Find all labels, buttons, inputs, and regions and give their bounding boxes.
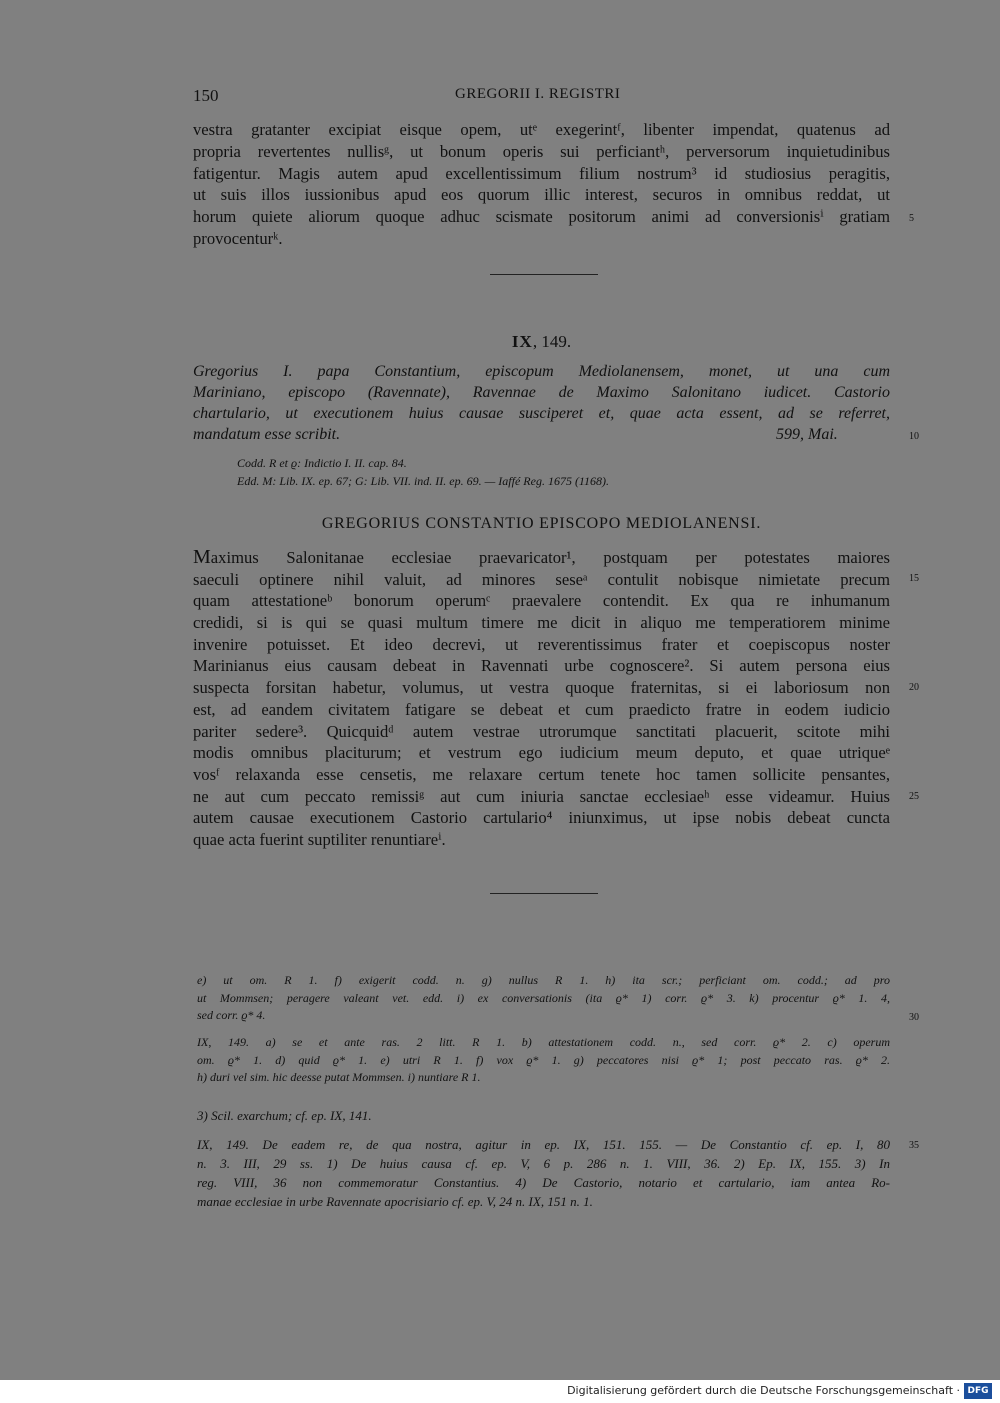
line-number: 25 (909, 791, 919, 802)
initial-letter: M (193, 546, 211, 568)
letter-book: IX (511, 332, 533, 351)
body-line: quam attestationeᵇ bonorum operumᶜ praevalere contendit. Ex qua re inhumanum (193, 591, 890, 611)
note-line: IX, 149. De eadem re, de qua nostra, agitur in ep. IX, 151. 155. — De Constantio cf. ep. I, 80 (197, 1137, 890, 1152)
editions-line: Edd. M: Lib. IX. ep. 67; G: Lib. VII. ind. II. ep. 69. — Iaffé Reg. 1675 (1168). (237, 474, 610, 488)
note-line: h) duri vel sim. hic deesse putat Mommsen. i) nuntiare R 1. (197, 1070, 481, 1085)
body-line: vosᶠ relaxanda esse censetis, me relaxare certum tenete hoc tamen sollicite pensantes, (193, 764, 890, 784)
text-line: vestra gratanter excipiat eisque opem, utᵉ exegerintᶠ, libenter impendat, quatenus ad (193, 120, 890, 139)
footer-bar (0, 1380, 1000, 1403)
historical-notes-a (197, 1107, 890, 1125)
body-line: credidi, si is qui se quasi multum timere me dicit in aliquo me temperatiorem minime (193, 613, 890, 633)
body-line (193, 547, 890, 569)
letter-date: 599, Mai. (776, 426, 838, 443)
body-line-rest: aximus Salonitanae ecclesiae praevaricator¹, postquam per potestates maiores (210, 548, 890, 567)
body-line: saeculi optinere nihil valuit, ad minores seseᵃ contulit nobisque nimietate precum (193, 569, 890, 589)
text-line: horum quiete aliorum quoque adhuc scismate positorum animi ad conversionisⁱ gratiam (193, 207, 890, 227)
section-rule (490, 274, 598, 275)
line-number: 35 (909, 1140, 919, 1151)
letter-number (193, 332, 890, 352)
dfg-logo-icon: DFG (964, 1383, 992, 1399)
note-line: reg. VIII, 36 non commemoratur Constantius. 4) De Castorio, notario et cartulario, iam antea Ro- (197, 1175, 890, 1190)
body-line: modis omnibus placiturum; et vestrum ego iudicium meum deputo, et quae utriqueᵉ (193, 743, 890, 763)
historical-notes-b (197, 1135, 890, 1211)
note-line: IX, 149. a) se et ante ras. 2 litt. R 1. b) attestationem codd. n., sed corr. ϱ* 2. c) operum (197, 1035, 890, 1049)
funding-notice: Digitalisierung gefördert durch die Deutsche Forschungsgemeinschaft · (567, 1384, 960, 1397)
body-line: Marinianus eius causam debeat in Ravennati urbe cognoscere². Si autem persona eius (193, 656, 890, 676)
text-line: provocenturᵏ. (193, 228, 283, 248)
letter-body (193, 547, 890, 851)
line-number: 30 (909, 1012, 919, 1023)
body-line: ne aut cum peccato remissiᵍ aut cum iniuria sanctae ecclesiaeʰ esse videamur. Huius (193, 786, 890, 806)
summary-line: Gregorius I. papa Constantium, episcopum Mediolanensem, monet, ut una cum (193, 363, 890, 380)
letter-address: GREGORIUS CONSTANTIO EPISCOPO MEDIOLANENSI. (321, 515, 762, 532)
text-line: ut suis illos iussionibus apud eos quorum illic interest, securos in omnibus reddat, ut (193, 185, 890, 205)
note-line: n. 3. III, 29 ss. 1) De huius causa cf. ep. V, 6 p. 286 n. 1. VIII, 36. 2) Ep. IX, 155. 3) In (197, 1156, 890, 1171)
line-number: 5 (909, 213, 914, 224)
codices-line: Codd. R et ϱ: Indictio I. II. cap. 84. (237, 456, 407, 470)
running-title: GREGORII I. REGISTRI (455, 86, 621, 102)
body-line: invenire potuisset. Et ideo decrevi, ut reverentissimus frater et coepiscopus noster (193, 634, 890, 654)
page-number: 150 (193, 86, 219, 105)
note-line: e) ut om. R 1. f) exigerit codd. n. g) nullus R 1. h) ita scr.; perficiant om. codd.; ad pro (197, 973, 890, 987)
top-text (193, 119, 890, 250)
note-line: om. ϱ* 1. d) quid ϱ* 1. e) utri R 1. f) vox ϱ* 1. g) peccatores nisi ϱ* 1; post peccato ras. ϱ* 2. (197, 1052, 890, 1067)
line-number: 10 (909, 431, 919, 442)
body-line: quae acta fuerint suptiliter renuntiareⁱ. (193, 829, 446, 849)
note-line: manae ecclesiae in urbe Ravennate apocrisiario cf. ep. V, 24 n. IX, 151 n. 1. (197, 1194, 593, 1209)
note-line: sed corr. ϱ* 4. (197, 1008, 266, 1023)
summary-line: mandatum esse scribit. (193, 426, 341, 443)
critical-notes-a (197, 972, 890, 1025)
text-line: propria revertentes nullisᵍ, ut bonum operis sui perficiantʰ, perversorum inquietudinibus (193, 141, 890, 161)
body-line: autem causae executionem Castorio cartulario⁴ iniunximus, ut ipse nobis debeat cuncta (193, 808, 890, 828)
section-rule (490, 893, 598, 894)
body-line: est, ad eandem civitatem fatigare se debeat et cum praedicto fratre in eodem iudicio (193, 699, 890, 719)
line-number: 20 (909, 682, 919, 693)
body-line: suspecta forsitan habetur, volumus, ut vestra quoque fraternitas, si ei laboriosum non (193, 678, 890, 698)
line-number: 15 (909, 573, 919, 584)
note-line: 3) Scil. exarchum; cf. ep. IX, 141. (197, 1108, 372, 1123)
letter-id: , 149. (532, 332, 572, 351)
summary-line: Mariniano, episcopo (Ravennate), Ravennae de Maximo Salonitano iudicet. Castorio (193, 384, 890, 401)
text-line: fatigentur. Magis autem apud excellentissimum filium nostrum³ id studiosius peragitis, (193, 163, 890, 183)
critical-notes-b (197, 1034, 890, 1087)
summary-line: chartulario, ut executionem huius causae susciperet et, quae acta essent, ad se referret, (193, 405, 890, 422)
note-line: ut Mommsen; peragere valeant vet. edd. i) ex conversationis (ita ϱ* 1) corr. ϱ* 3. k) procentur ϱ* 1. 4, (197, 990, 890, 1005)
body-line: pariter sedere³. Quicquidᵈ autem vestrae utrorumque sanctitati placuerit, scitote mihi (193, 721, 890, 741)
